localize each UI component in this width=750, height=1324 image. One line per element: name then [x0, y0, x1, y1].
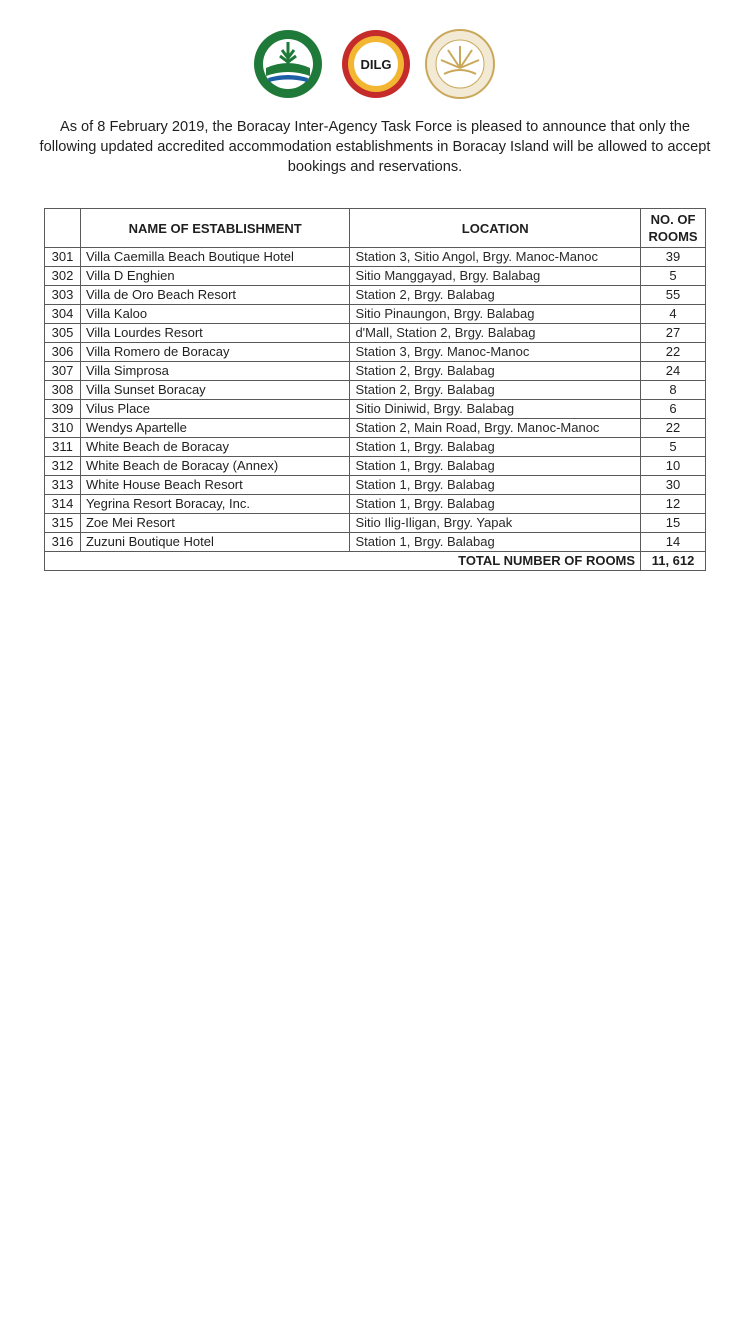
- table-header-row: [45, 209, 706, 248]
- establishment-location: Station 1, Brgy. Balabag: [350, 438, 641, 457]
- table-row: [45, 457, 706, 476]
- table-row: [45, 419, 706, 438]
- establishment-location: d'Mall, Station 2, Brgy. Balabag: [350, 324, 641, 343]
- row-number: 312: [45, 457, 81, 476]
- establishment-name: Zuzuni Boutique Hotel: [80, 533, 349, 552]
- total-rooms-label: TOTAL NUMBER OF ROOMS: [45, 552, 641, 571]
- room-count: 30: [641, 476, 706, 495]
- establishment-name: Villa Simprosa: [80, 362, 349, 381]
- room-count: 15: [641, 514, 706, 533]
- establishment-location: Station 2, Brgy. Balabag: [350, 286, 641, 305]
- row-number: 302: [45, 267, 81, 286]
- room-count: 24: [641, 362, 706, 381]
- establishment-location: Station 3, Brgy. Manoc-Manoc: [350, 343, 641, 362]
- room-count: 5: [641, 267, 706, 286]
- table-row: [45, 324, 706, 343]
- table-row: [45, 305, 706, 324]
- establishment-name: Villa Kaloo: [80, 305, 349, 324]
- establishment-name: Vilus Place: [80, 400, 349, 419]
- row-number: 314: [45, 495, 81, 514]
- room-count: 8: [641, 381, 706, 400]
- row-number: 303: [45, 286, 81, 305]
- room-count: 55: [641, 286, 706, 305]
- establishment-location: Sitio Pinaungon, Brgy. Balabag: [350, 305, 641, 324]
- establishment-name: Villa Lourdes Resort: [80, 324, 349, 343]
- row-number: 313: [45, 476, 81, 495]
- announcement-text: As of 8 February 2019, the Boracay Inter-Agency Task Force is pleased to announce that only the following updated accredited accommodation establishments in Boracay Island will be allowed to accept bookings and reservations.: [39, 119, 711, 175]
- header-rooms: NO. OF ROOMS: [641, 209, 706, 248]
- room-count: 22: [641, 419, 706, 438]
- table-body: [45, 248, 706, 552]
- table-row: [45, 495, 706, 514]
- room-count: 39: [641, 248, 706, 267]
- row-number: 315: [45, 514, 81, 533]
- table-row: [45, 476, 706, 495]
- establishment-name: White Beach de Boracay (Annex): [80, 457, 349, 476]
- row-number: 306: [45, 343, 81, 362]
- row-number: 316: [45, 533, 81, 552]
- dilg-seal-logo: [340, 28, 412, 100]
- dilg-logo-text: DILG: [360, 57, 392, 72]
- establishment-name: Villa D Enghien: [80, 267, 349, 286]
- table-row: [45, 343, 706, 362]
- establishment-location: Station 2, Brgy. Balabag: [350, 381, 641, 400]
- table-row: [45, 400, 706, 419]
- establishment-location: Station 1, Brgy. Balabag: [350, 495, 641, 514]
- header-number: [45, 209, 81, 248]
- table-row: [45, 514, 706, 533]
- row-number: 305: [45, 324, 81, 343]
- row-number: 304: [45, 305, 81, 324]
- room-count: 10: [641, 457, 706, 476]
- room-count: 5: [641, 438, 706, 457]
- room-count: 27: [641, 324, 706, 343]
- row-number: 309: [45, 400, 81, 419]
- establishment-name: Wendys Apartelle: [80, 419, 349, 438]
- establishment-location: Station 3, Sitio Angol, Brgy. Manoc-Manoc: [350, 248, 641, 267]
- denr-seal-logo: [252, 28, 324, 100]
- establishment-location: Sitio Ilig-Iligan, Brgy. Yapak: [350, 514, 641, 533]
- establishment-location: Sitio Manggayad, Brgy. Balabag: [350, 267, 641, 286]
- establishment-location: Station 1, Brgy. Balabag: [350, 476, 641, 495]
- establishment-name: White Beach de Boracay: [80, 438, 349, 457]
- establishment-name: Villa Caemilla Beach Boutique Hotel: [80, 248, 349, 267]
- table-row: [45, 362, 706, 381]
- room-count: 22: [641, 343, 706, 362]
- room-count: 4: [641, 305, 706, 324]
- establishment-location: Station 1, Brgy. Balabag: [350, 533, 641, 552]
- table-row: [45, 438, 706, 457]
- row-number: 310: [45, 419, 81, 438]
- table-row: [45, 533, 706, 552]
- establishment-location: Station 2, Brgy. Balabag: [350, 362, 641, 381]
- dot-seal-logo: [424, 28, 496, 100]
- header-location: LOCATION: [350, 209, 641, 248]
- establishment-name: Zoe Mei Resort: [80, 514, 349, 533]
- establishment-name: Villa Sunset Boracay: [80, 381, 349, 400]
- total-rooms-value: 11, 612: [641, 552, 706, 571]
- row-number: 301: [45, 248, 81, 267]
- row-number: 308: [45, 381, 81, 400]
- table-row: [45, 267, 706, 286]
- establishment-name: Villa Romero de Boracay: [80, 343, 349, 362]
- table-row: [45, 381, 706, 400]
- establishment-name: Yegrina Resort Boracay, Inc.: [80, 495, 349, 514]
- row-number: 311: [45, 438, 81, 457]
- table-row: [45, 248, 706, 267]
- table-row: [45, 286, 706, 305]
- establishment-name: Villa de Oro Beach Resort: [80, 286, 349, 305]
- room-count: 12: [641, 495, 706, 514]
- accredited-establishments-table: [44, 208, 706, 571]
- establishment-location: Station 2, Main Road, Brgy. Manoc-Manoc: [350, 419, 641, 438]
- establishment-location: Sitio Diniwid, Brgy. Balabag: [350, 400, 641, 419]
- establishment-name: White House Beach Resort: [80, 476, 349, 495]
- row-number: 307: [45, 362, 81, 381]
- establishment-location: Station 1, Brgy. Balabag: [350, 457, 641, 476]
- room-count: 14: [641, 533, 706, 552]
- room-count: 6: [641, 400, 706, 419]
- total-row: [45, 552, 706, 571]
- header-establishment-name: NAME OF ESTABLISHMENT: [80, 209, 349, 248]
- agency-logos: [0, 28, 750, 104]
